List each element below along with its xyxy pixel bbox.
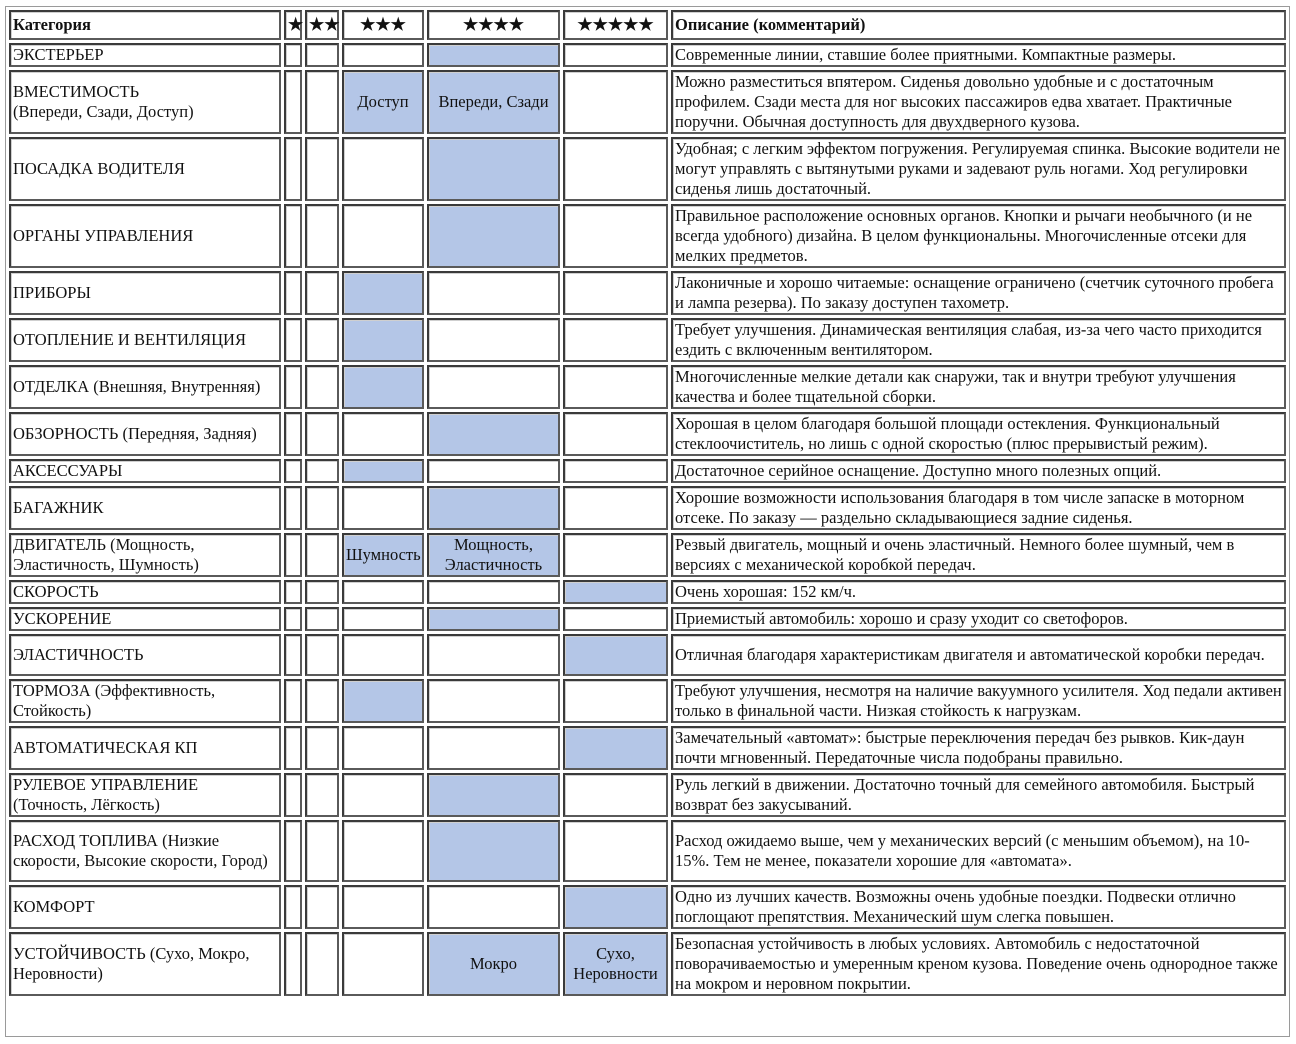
1-star-rating-cell xyxy=(284,271,302,315)
4-star-rating-cell xyxy=(427,486,560,530)
5-star-rating-cell xyxy=(563,204,668,268)
3-star-rating-cell xyxy=(342,318,424,362)
description-cell: Лаконичные и хорошо читаемые: оснащение ограничено (счетчик суточного пробега и лампа резерва). По заказу доступен тахометр. xyxy=(671,271,1286,315)
3-star-rating-cell xyxy=(342,43,424,67)
table-row xyxy=(9,486,1286,530)
1-star-rating-cell xyxy=(284,412,302,456)
1-star-rating-cell xyxy=(284,365,302,409)
5-star-rating-cell xyxy=(563,365,668,409)
4-star-rating-cell xyxy=(427,318,560,362)
3-star-rating-cell xyxy=(342,271,424,315)
description-cell: Приемистый автомобиль: хорошо и сразу уходит со светофоров. xyxy=(671,607,1286,631)
category-cell: ОРГАНЫ УПРАВЛЕНИЯ xyxy=(9,204,281,268)
category-cell: АКСЕССУАРЫ xyxy=(9,459,281,483)
table-row xyxy=(9,580,1286,604)
category-cell: СКОРОСТЬ xyxy=(9,580,281,604)
category-subtitle: (Впереди, Сзади, Доступ) xyxy=(13,102,194,121)
1-star-rating-cell xyxy=(284,885,302,929)
3-star-rating-cell xyxy=(342,885,424,929)
1-star-rating-cell xyxy=(284,70,302,134)
description-cell: Безопасная устойчивость в любых условиях. Автомобиль с недостаточной поворачиваемостью и умеренным креном кузова. Поведение очень однородное также на мокром и неровном покрытии. xyxy=(671,932,1286,996)
2-star-rating-cell xyxy=(305,412,339,456)
description-cell: Замечательный «автомат»: быстрые переключения передач без рывков. Кик-даун почти мгновенный. Передаточные числа подобраны правильно. xyxy=(671,726,1286,770)
4-star-rating-cell xyxy=(427,773,560,817)
table-row xyxy=(9,365,1286,409)
3-star-rating-cell xyxy=(342,580,424,604)
category-cell: РАСХОД ТОПЛИВА (Низкие скорости, Высокие скорости, Город) xyxy=(9,820,281,882)
4-star-rating-cell xyxy=(427,607,560,631)
header-3-stars-icon: ★★★ xyxy=(342,10,424,40)
3-star-rating-cell: Шумность xyxy=(342,533,424,577)
category-cell: ТОРМОЗА (Эффективность, Стойкость) xyxy=(9,679,281,723)
5-star-rating-cell xyxy=(563,607,668,631)
table-body xyxy=(9,43,1286,996)
rating-table-frame xyxy=(5,6,1290,1037)
2-star-rating-cell xyxy=(305,43,339,67)
2-star-rating-cell xyxy=(305,365,339,409)
description-cell: Удобная; с легким эффектом погружения. Регулируемая спинка. Высокие водители не могут управлять с вытянутыми руками и задевают руль ногами. Ход регулировки сиденья лишь достаточный. xyxy=(671,137,1286,201)
category-cell: ОТДЕЛКА (Внешняя, Внутренняя) xyxy=(9,365,281,409)
description-cell: Резвый двигатель, мощный и очень эластичный. Немного более шумный, чем в версиях с механической коробкой передач. xyxy=(671,533,1286,577)
2-star-rating-cell xyxy=(305,271,339,315)
table-row xyxy=(9,773,1286,817)
header-4-stars-icon: ★★★★ xyxy=(427,10,560,40)
description-cell: Многочисленные мелкие детали как снаружи, так и внутри требуют улучшения качества и более тщательной сборки. xyxy=(671,365,1286,409)
4-star-rating-cell: Мощность, Эластичность xyxy=(427,533,560,577)
4-star-rating-cell xyxy=(427,204,560,268)
category-cell: АВТОМАТИЧЕСКАЯ КП xyxy=(9,726,281,770)
table-row xyxy=(9,43,1286,67)
table-row xyxy=(9,932,1286,996)
4-star-rating-cell xyxy=(427,580,560,604)
header-1-star-icon: ★ xyxy=(284,10,302,40)
4-star-rating-cell xyxy=(427,726,560,770)
3-star-rating-cell: Доступ xyxy=(342,70,424,134)
3-star-rating-cell xyxy=(342,365,424,409)
4-star-rating-cell xyxy=(427,634,560,676)
category-cell: БАГАЖНИК xyxy=(9,486,281,530)
category-cell: ЭЛАСТИЧНОСТЬ xyxy=(9,634,281,676)
5-star-rating-cell xyxy=(563,773,668,817)
2-star-rating-cell xyxy=(305,318,339,362)
4-star-rating-cell xyxy=(427,885,560,929)
2-star-rating-cell xyxy=(305,70,339,134)
description-cell: Отличная благодаря характеристикам двигателя и автоматической коробки передач. xyxy=(671,634,1286,676)
3-star-rating-cell xyxy=(342,634,424,676)
description-cell: Хорошая в целом благодаря большой площади остекления. Функциональный стеклоочиститель, но лишь с одной скоростью (плюс прерывистый режим). xyxy=(671,412,1286,456)
5-star-rating-cell xyxy=(563,726,668,770)
1-star-rating-cell xyxy=(284,773,302,817)
4-star-rating-cell xyxy=(427,820,560,882)
5-star-rating-cell xyxy=(563,137,668,201)
1-star-rating-cell xyxy=(284,459,302,483)
1-star-rating-cell xyxy=(284,43,302,67)
2-star-rating-cell xyxy=(305,885,339,929)
5-star-rating-cell xyxy=(563,271,668,315)
car-rating-table xyxy=(6,7,1289,999)
header-2-stars-icon: ★★ xyxy=(305,10,339,40)
category-cell: ПОСАДКА ВОДИТЕЛЯ xyxy=(9,137,281,201)
category-cell: УСКОРЕНИЕ xyxy=(9,607,281,631)
category-title: РУЛЕВОЕ УПРАВЛЕНИЕ xyxy=(13,775,199,794)
2-star-rating-cell xyxy=(305,932,339,996)
description-cell: Руль легкий в движении. Достаточно точный для семейного автомобиля. Быстрый возврат без закусываний. xyxy=(671,773,1286,817)
category-title: ВМЕСТИМОСТЬ xyxy=(13,82,140,101)
5-star-rating-cell xyxy=(563,679,668,723)
3-star-rating-cell xyxy=(342,137,424,201)
category-cell xyxy=(9,773,281,817)
category-cell: УСТОЙЧИВОСТЬ (Сухо, Мокро, Неровности) xyxy=(9,932,281,996)
4-star-rating-cell xyxy=(427,271,560,315)
table-row xyxy=(9,679,1286,723)
4-star-rating-cell xyxy=(427,679,560,723)
description-cell: Современные линии, ставшие более приятными. Компактные размеры. xyxy=(671,43,1286,67)
5-star-rating-cell xyxy=(563,580,668,604)
3-star-rating-cell xyxy=(342,459,424,483)
4-star-rating-cell xyxy=(427,137,560,201)
2-star-rating-cell xyxy=(305,580,339,604)
header-row xyxy=(9,10,1286,40)
2-star-rating-cell xyxy=(305,204,339,268)
2-star-rating-cell xyxy=(305,634,339,676)
2-star-rating-cell xyxy=(305,773,339,817)
2-star-rating-cell xyxy=(305,137,339,201)
category-cell: КОМФОРТ xyxy=(9,885,281,929)
1-star-rating-cell xyxy=(284,932,302,996)
table-row xyxy=(9,885,1286,929)
category-cell: ОБЗОРНОСТЬ (Передняя, Задняя) xyxy=(9,412,281,456)
5-star-rating-cell xyxy=(563,43,668,67)
1-star-rating-cell xyxy=(284,486,302,530)
4-star-rating-cell xyxy=(427,412,560,456)
table-row xyxy=(9,726,1286,770)
category-cell: ПРИБОРЫ xyxy=(9,271,281,315)
2-star-rating-cell xyxy=(305,726,339,770)
1-star-rating-cell xyxy=(284,607,302,631)
4-star-rating-cell: Мокро xyxy=(427,932,560,996)
1-star-rating-cell xyxy=(284,137,302,201)
table-row xyxy=(9,459,1286,483)
5-star-rating-cell xyxy=(563,459,668,483)
3-star-rating-cell xyxy=(342,932,424,996)
table-row xyxy=(9,533,1286,577)
category-cell xyxy=(9,70,281,134)
5-star-rating-cell xyxy=(563,820,668,882)
5-star-rating-cell xyxy=(563,318,668,362)
5-star-rating-cell xyxy=(563,412,668,456)
description-cell: Очень хорошая: 152 км/ч. xyxy=(671,580,1286,604)
2-star-rating-cell xyxy=(305,533,339,577)
1-star-rating-cell xyxy=(284,820,302,882)
4-star-rating-cell xyxy=(427,365,560,409)
5-star-rating-cell xyxy=(563,885,668,929)
3-star-rating-cell xyxy=(342,412,424,456)
4-star-rating-cell: Впереди, Сзади xyxy=(427,70,560,134)
5-star-rating-cell xyxy=(563,70,668,134)
1-star-rating-cell xyxy=(284,634,302,676)
1-star-rating-cell xyxy=(284,204,302,268)
2-star-rating-cell xyxy=(305,820,339,882)
description-cell: Хорошие возможности использования благодаря в том числе запаске в моторном отсеке. По заказу — раздельно складывающиеся задние сиденья. xyxy=(671,486,1286,530)
description-cell: Достаточное серийное оснащение. Доступно много полезных опций. xyxy=(671,459,1286,483)
table-row xyxy=(9,820,1286,882)
2-star-rating-cell xyxy=(305,459,339,483)
5-star-rating-cell: Сухо, Неровности xyxy=(563,932,668,996)
category-cell: ДВИГАТЕЛЬ (Мощность, Эластичность, Шумность) xyxy=(9,533,281,577)
1-star-rating-cell xyxy=(284,726,302,770)
description-cell: Расход ожидаемо выше, чем у механических версий (с меньшим объемом), на 10-15%. Тем не менее, показатели хорошие для «автомата». xyxy=(671,820,1286,882)
1-star-rating-cell xyxy=(284,533,302,577)
table-row xyxy=(9,137,1286,201)
description-cell: Одно из лучших качеств. Возможны очень удобные поездки. Подвески отлично поглощают препятствия. Механический шум слегка повышен. xyxy=(671,885,1286,929)
5-star-rating-cell xyxy=(563,634,668,676)
3-star-rating-cell xyxy=(342,820,424,882)
2-star-rating-cell xyxy=(305,679,339,723)
3-star-rating-cell xyxy=(342,679,424,723)
1-star-rating-cell xyxy=(284,679,302,723)
4-star-rating-cell xyxy=(427,459,560,483)
table-row xyxy=(9,70,1286,134)
description-cell: Правильное расположение основных органов. Кнопки и рычаги необычного (и не всегда удобного) дизайна. В целом функциональны. Многочисленные отсеки для мелких предметов. xyxy=(671,204,1286,268)
table-row xyxy=(9,204,1286,268)
table-row xyxy=(9,318,1286,362)
3-star-rating-cell xyxy=(342,773,424,817)
table-row xyxy=(9,634,1286,676)
5-star-rating-cell xyxy=(563,486,668,530)
3-star-rating-cell xyxy=(342,204,424,268)
3-star-rating-cell xyxy=(342,607,424,631)
header-description: Описание (комментарий) xyxy=(671,10,1286,40)
table-row xyxy=(9,271,1286,315)
description-cell: Требуют улучшения, несмотря на наличие вакуумного усилителя. Ход педали активен только в финальной части. Низкая стойкость к нагрузкам. xyxy=(671,679,1286,723)
2-star-rating-cell xyxy=(305,607,339,631)
4-star-rating-cell xyxy=(427,43,560,67)
table-row xyxy=(9,412,1286,456)
description-cell: Требует улучшения. Динамическая вентиляция слабая, из-за чего часто приходится ездить с включенным вентилятором. xyxy=(671,318,1286,362)
1-star-rating-cell xyxy=(284,318,302,362)
3-star-rating-cell xyxy=(342,486,424,530)
category-cell: ЭКСТЕРЬЕР xyxy=(9,43,281,67)
5-star-rating-cell xyxy=(563,533,668,577)
table-row xyxy=(9,607,1286,631)
description-cell: Можно разместиться впятером. Сиденья довольно удобные и с достаточным профилем. Сзади места для ног высоких пассажиров едва хватает. Практичные поручни. Обычная доступность для двухдверного кузова. xyxy=(671,70,1286,134)
header-5-stars-icon: ★★★★★ xyxy=(563,10,668,40)
2-star-rating-cell xyxy=(305,486,339,530)
header-category: Категория xyxy=(9,10,281,40)
category-subtitle: (Точность, Лёгкость) xyxy=(13,795,160,814)
1-star-rating-cell xyxy=(284,580,302,604)
3-star-rating-cell xyxy=(342,726,424,770)
category-cell: ОТОПЛЕНИЕ И ВЕНТИЛЯЦИЯ xyxy=(9,318,281,362)
